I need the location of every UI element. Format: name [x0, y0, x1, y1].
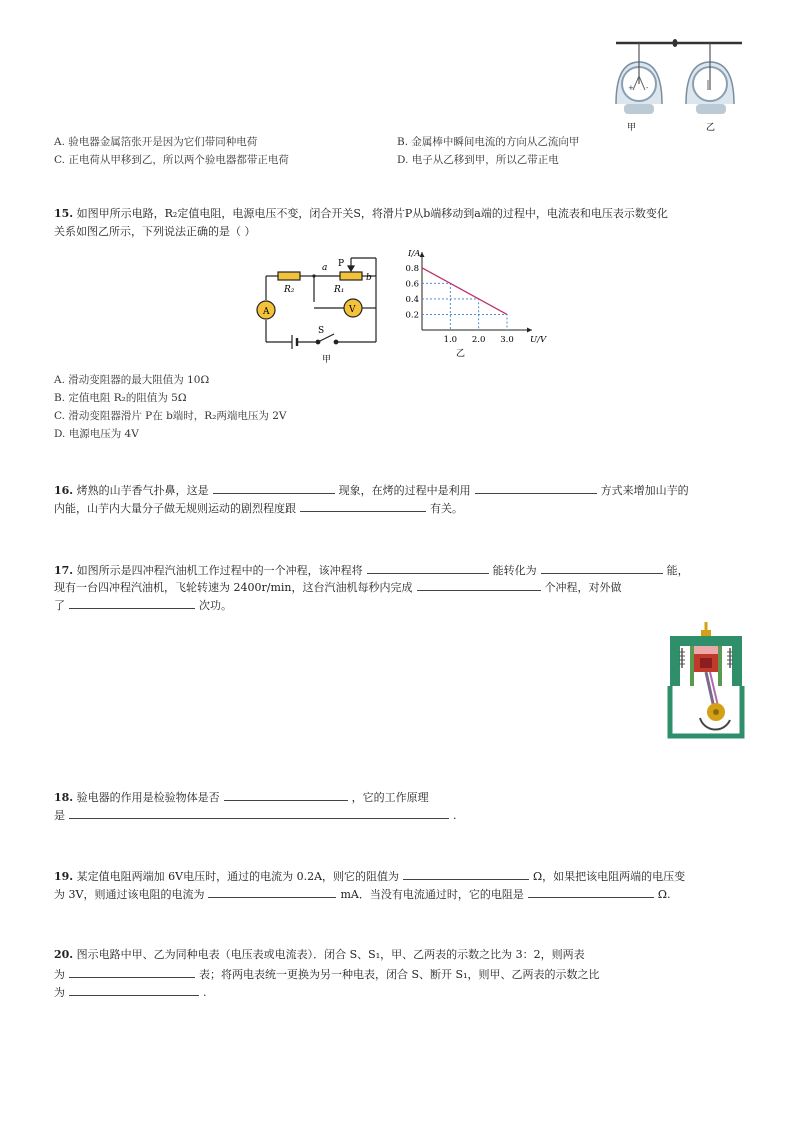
electroscope-right — [686, 43, 734, 114]
circuit-caption: 甲 — [322, 355, 332, 365]
q17-line2: 现有一台四冲程汽油机，飞轮转速为 2400r/min，这台汽油机每秒内完成 个冲程，对外做 — [54, 578, 622, 596]
question-number: 15. — [54, 207, 74, 220]
q19-line2: 为 3V，则通过该电阻的电流为 mA．当没有电流通过时，它的电阻是 Ω. — [54, 885, 670, 903]
question-number: 19. — [54, 870, 74, 883]
electroscope-label-right: 乙 — [706, 123, 716, 133]
engine-diagram — [666, 620, 746, 742]
slider-p-label: P — [338, 259, 345, 269]
y-tick-label: 0.6 — [405, 279, 419, 290]
q19-line1: 19. 某定值电阻两端加 6V电压时，通过的电流为 0.2A，则它的阻值为 Ω，如果把该电阻两端的电压变 — [54, 867, 685, 885]
r2-label: R₂ — [284, 285, 295, 295]
iv-graph — [396, 248, 547, 368]
q15-option-c: C. 滑动变阻器滑片 P在 b端时，R₂两端电压为 2V — [54, 410, 287, 422]
q20-line2: 为 表；将两电表统一更换为另一种电表，闭合 S、断开 S₁，则甲、乙两表的示数之比 — [54, 965, 599, 983]
q17-blank-4[interactable] — [69, 596, 195, 609]
q20-line3: 为 . — [54, 983, 207, 1001]
question-number: 18. — [54, 791, 74, 804]
q17-blank-2[interactable] — [541, 561, 663, 574]
svg-text:+: + — [628, 84, 634, 92]
dashed-guide-0 — [422, 283, 450, 330]
q15-option-d: D. 电源电压为 4V — [54, 428, 139, 440]
q14-option-d: D. 电子从乙移到甲，所以乙带正电 — [397, 154, 559, 166]
switch-s-label: S — [318, 326, 325, 336]
x-tick-label: 1.0 — [443, 335, 458, 345]
y-tick-label: 0.4 — [405, 294, 419, 305]
q19-blank-1[interactable] — [403, 867, 529, 880]
q18-line2: 是 . — [54, 806, 457, 824]
r1-label: R₁ — [334, 285, 345, 295]
question-number: 20. — [54, 948, 74, 961]
electroscope-figure — [612, 34, 746, 134]
voltmeter-label: V — [349, 305, 356, 315]
q15-option-a: A. 滑动变阻器的最大阻值为 10Ω — [54, 374, 210, 386]
q18-blank-1[interactable] — [224, 788, 348, 801]
dashed-guide-2 — [422, 314, 507, 330]
q20-line1: 20. 图示电路中甲、乙为同种电表（电压表或电流表）．闭合 S、S₁，甲、乙两表的示数之比为 3：2，则两表 — [54, 948, 585, 961]
q16-blank-2[interactable] — [475, 481, 597, 494]
ammeter-label: A — [263, 307, 270, 317]
question-number: 16. — [54, 484, 74, 497]
y-axis-label: I/A — [408, 249, 421, 259]
q19-blank-2[interactable] — [208, 885, 336, 898]
electroscope-left — [616, 43, 662, 114]
q18-blank-2[interactable] — [69, 806, 449, 819]
svg-text:-: - — [646, 84, 649, 92]
q14-option-c: C. 正电荷从甲移到乙，所以两个验电器都带正电荷 — [54, 154, 289, 166]
q16-line1: 16. 烤熟的山芋香气扑鼻，这是 现象，在烤的过程中是利用 方式来增加山芋的 — [54, 481, 689, 499]
q19-blank-3[interactable] — [528, 885, 654, 898]
y-tick-label: 0.2 — [405, 310, 419, 321]
x-axis-arrow — [527, 328, 532, 333]
q15-option-b: B. 定值电阻 R₂的阻值为 5Ω — [54, 392, 187, 404]
q15-text-1: 如图甲所示电路，R₂定值电阻，电源电压不变，闭合开关S，将滑片P从b端移动到a端的过程中，电流表和电压表示数变化 — [76, 207, 668, 220]
chart-caption: 乙 — [456, 349, 466, 359]
y-tick-label: 0.8 — [405, 263, 419, 274]
q15-stem-line1 — [54, 206, 668, 222]
iv-series-line — [422, 268, 507, 315]
q14-option-b: B. 金属棒中瞬间电流的方向从乙流向甲 — [397, 136, 580, 148]
q20-blank-1[interactable] — [69, 965, 195, 978]
point-b-label: b — [366, 273, 372, 283]
point-a-label: a — [322, 263, 328, 273]
circuit-diagram — [252, 250, 392, 370]
q14-option-a: A. 验电器金属箔张开是因为它们带同种电荷 — [54, 136, 258, 148]
q15-stem-line2: 关系如图乙所示，下列说法正确的是（ ） — [54, 225, 256, 238]
q16-line2: 内能，山芋内大量分子做无规则运动的剧烈程度跟 有关。 — [54, 499, 463, 517]
x-axis-label: U/V — [530, 335, 547, 345]
q16-blank-3[interactable] — [300, 499, 426, 512]
q17-line1: 17. 如图所示是四冲程汽油机工作过程中的一个冲程，该冲程将 能转化为 能， — [54, 561, 689, 579]
q20-blank-2[interactable] — [69, 983, 199, 996]
q17-line3: 了 次功。 — [54, 596, 232, 614]
q18-line1: 18. 验电器的作用是检验物体是否 ，它的工作原理 — [54, 788, 429, 806]
q16-blank-1[interactable] — [213, 481, 335, 494]
x-tick-label: 2.0 — [471, 335, 486, 345]
electroscope-label-left: 甲 — [627, 123, 637, 133]
question-number: 17. — [54, 564, 74, 577]
x-tick-label: 3.0 — [500, 335, 514, 345]
q17-blank-3[interactable] — [417, 578, 541, 591]
q17-blank-1[interactable] — [367, 561, 489, 574]
